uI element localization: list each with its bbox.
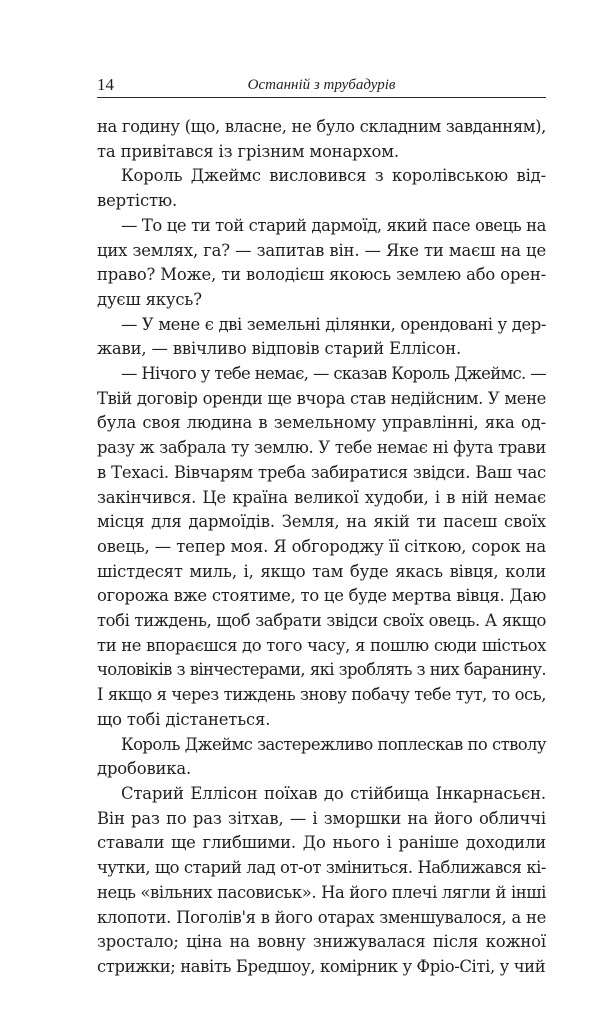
- text-line: право? Може, ти володієш якоюсь землею або орен-: [97, 265, 546, 285]
- book-title: Останній з трубадурів: [247, 77, 396, 93]
- text-line: на годину (що, власне, не було складним завданням),: [97, 117, 546, 136]
- text-line: стрижки; навіть Бредшоу, комірник у Фріо-Сіті, у чий: [97, 956, 546, 976]
- body-text: [97, 115, 546, 980]
- text-line: чоловіків з вінчестерами, які зроблять з них баранину.: [97, 660, 546, 680]
- text-line: була своя людина в земельному управлінні, яка од-: [97, 413, 546, 433]
- text-line: дробовика.: [97, 759, 192, 779]
- paragraph: [97, 733, 546, 782]
- text-line: дуєш якусь?: [97, 289, 202, 309]
- text-line: — У мене є дві земельні ділянки, орендовані у дер-: [121, 314, 546, 334]
- running-head: [97, 75, 546, 98]
- text-line: жави, — ввічливо відповів старий Еллісон.: [97, 339, 462, 359]
- book-page: [97, 75, 546, 980]
- text-line: вертістю.: [97, 191, 178, 211]
- text-line: місця для дармоїдів. Земля, на якій ти пасеш своїх: [97, 512, 546, 532]
- text-line: разу ж забрала ту землю. У тебе немає ні фута трави: [97, 438, 546, 458]
- text-line: клопоти. Поголів'я в його отарах зменшувалося, а не: [97, 907, 546, 927]
- text-line: ставали ще глибшими. До нього і раніше доходили: [97, 833, 546, 853]
- page-number: 14: [97, 75, 114, 94]
- text-line: шістдесят миль, і, якщо там буде якась вівця, коли: [97, 561, 546, 581]
- text-line: тобі тиждень, щоб забрати звідси своїх овець. А якщо: [97, 611, 546, 631]
- text-line: закінчився. Це країна великої худоби, і в ній немає: [97, 487, 546, 507]
- text-line: овець, — тепер моя. Я обгороджу її сіткою, сорок на: [97, 536, 546, 556]
- paragraph: [97, 362, 546, 733]
- text-line: — Нічого у тебе немає, — сказав Король Джеймс. —: [121, 364, 546, 384]
- text-line: І якщо я через тиждень знову побачу тебе тут, то ось,: [97, 685, 546, 705]
- paragraph: [97, 164, 546, 213]
- text-line: цих землях, га? — запитав він. — Яке ти маєш на це: [97, 240, 546, 260]
- text-line: Король Джеймс висловився з королівською від-: [121, 166, 546, 186]
- text-line: нець «вільних пасовиськ». На його плечі лягли й інші: [97, 882, 546, 902]
- text-line: ти не впораєшся до того часу, я пошлю сюди шістьох: [97, 635, 546, 655]
- text-line: Король Джеймс застережливо поплескав по стволу: [121, 734, 546, 754]
- text-line: Старий Еллісон поїхав до стійбища Інкарнасьєн.: [121, 783, 546, 803]
- paragraph: [97, 313, 546, 362]
- paragraph: [97, 782, 546, 980]
- text-line: Він раз по раз зітхав, — і зморшки на його обличчі: [97, 808, 546, 828]
- paragraph: [97, 214, 546, 313]
- text-line: що тобі дістанеться.: [97, 709, 271, 729]
- text-line: та привітався із грізним монархом.: [97, 141, 399, 161]
- text-line: огорожа вже стоятиме, то це буде мертва вівця. Даю: [97, 586, 546, 606]
- text-line: зростало; ціна на вовну знижувалася після кожної: [97, 932, 546, 952]
- paragraph: [97, 115, 546, 164]
- text-line: чутки, що старий лад от-от зміниться. Наближався кі-: [97, 858, 546, 878]
- text-line: в Техасі. Вівчарям треба забиратися звідси. Ваш час: [97, 462, 546, 482]
- text-line: Твій договір оренди ще вчора став недійсним. У мене: [97, 388, 546, 408]
- text-line: — То це ти той старий дармоїд, який пасе овець на: [121, 215, 546, 235]
